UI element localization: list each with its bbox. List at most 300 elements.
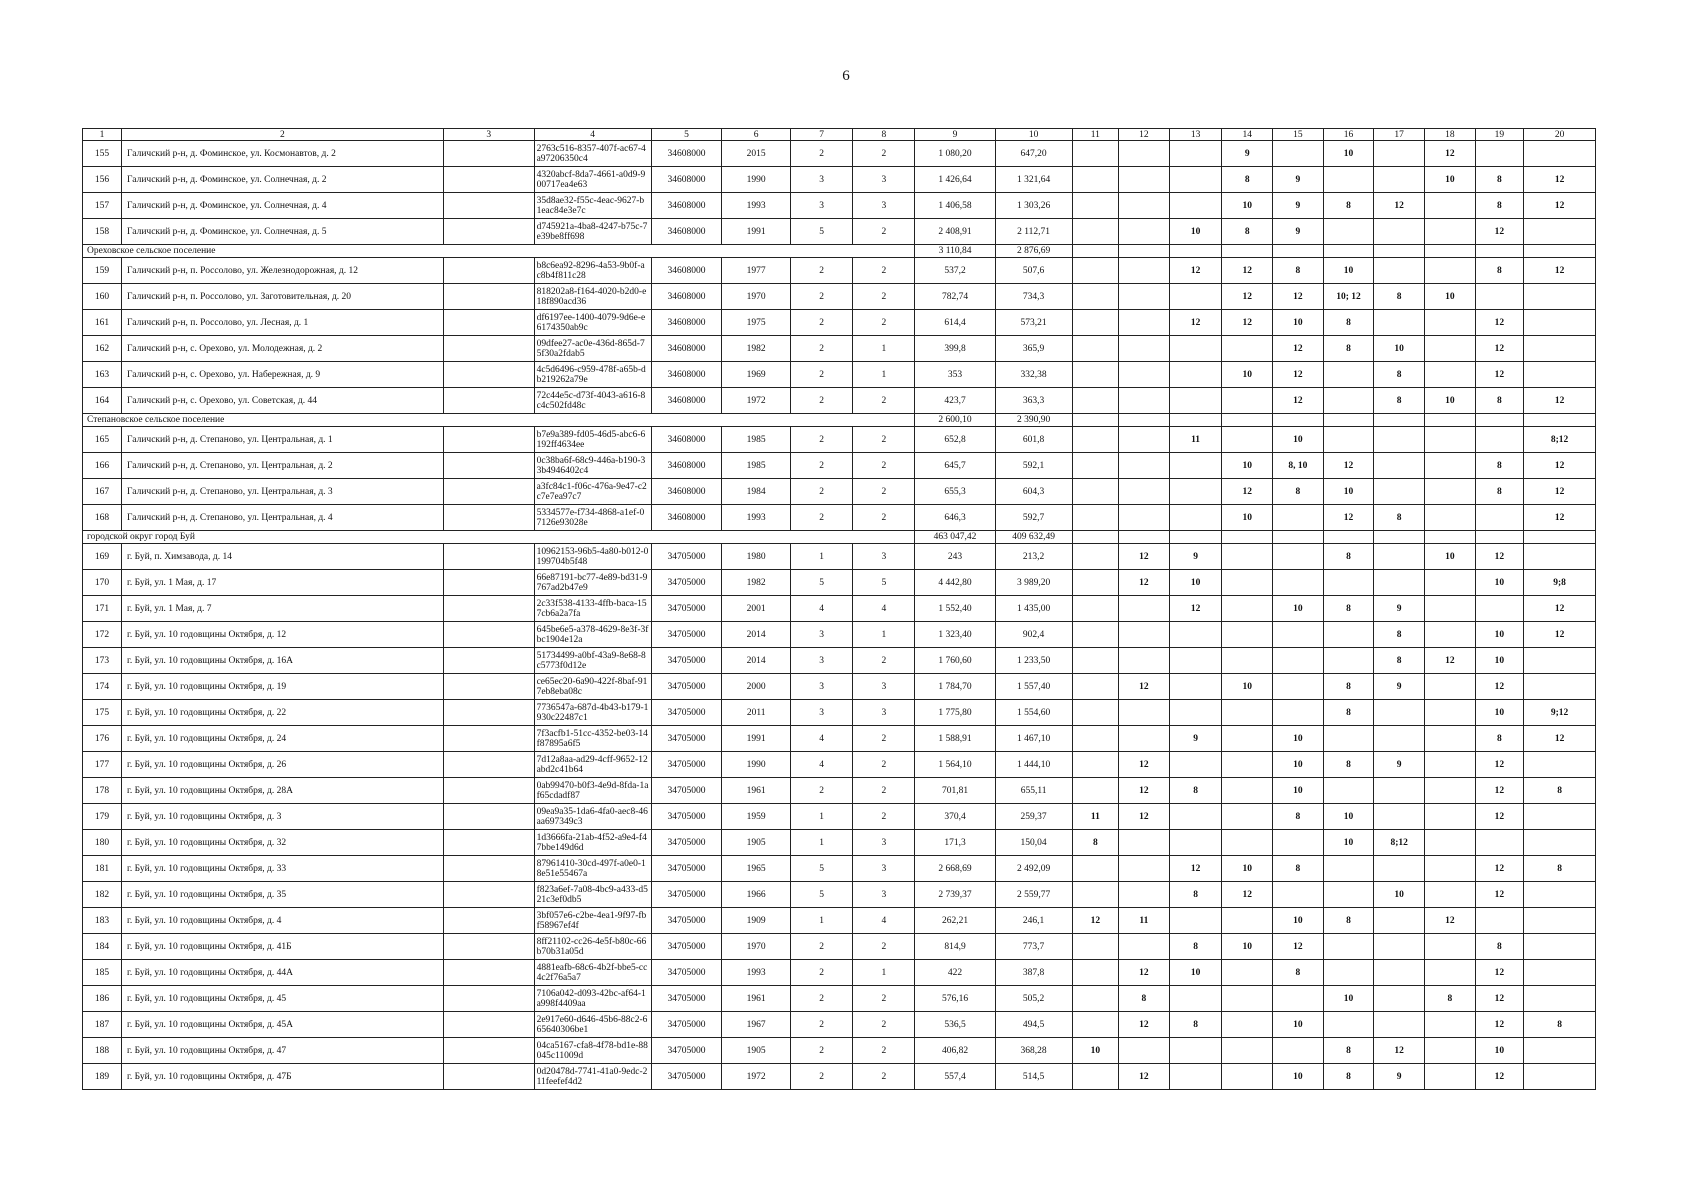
row-number: 169 [83, 544, 122, 570]
cell-col-15: 12 [1273, 336, 1324, 362]
cell-col-13 [1169, 986, 1222, 1012]
row-number: 184 [83, 934, 122, 960]
table-row [83, 544, 1596, 570]
cell-col-17: 12 [1374, 1038, 1425, 1064]
cell-col-16: 10; 12 [1323, 284, 1374, 310]
row-number: 185 [83, 960, 122, 986]
cell-col-3 [443, 648, 534, 674]
column-header: 18 [1425, 129, 1476, 141]
table-row [83, 856, 1596, 882]
cell-col-12: 12 [1119, 1012, 1170, 1038]
cell-col-13 [1169, 752, 1222, 778]
address-cell: г. Буй, ул. 10 годовщины Октября, д. 3 [122, 804, 444, 830]
address-cell: г. Буй, ул. 10 годовщины Октября, д. 45 [122, 986, 444, 1012]
house-guid-cell: 2763c516-8357-407f-ac67-4a97206350c4 [534, 141, 651, 167]
address-cell: г. Буй, ул. 10 годовщины Октября, д. 45А [122, 1012, 444, 1038]
row-number: 159 [83, 258, 122, 284]
cell-col-19 [1475, 284, 1524, 310]
table-body [83, 129, 1596, 1090]
cell-col-9: 652,8 [915, 427, 995, 453]
cell-col-7: 2 [790, 934, 852, 960]
cell-col-13 [1169, 479, 1222, 505]
empty-cell [1072, 531, 1118, 544]
table-row [83, 778, 1596, 804]
cell-col-17 [1374, 310, 1425, 336]
address-cell: Галичский р-н, с. Орехово, ул. Набережная, д. 9 [122, 362, 444, 388]
oktmo-cell: 34705000 [651, 934, 722, 960]
cell-col-8: 2 [853, 986, 915, 1012]
address-cell: Галичский р-н, п. Россолово, ул. Железнодорожная, д. 12 [122, 258, 444, 284]
cell-col-19: 8 [1475, 726, 1524, 752]
cell-col-19: 10 [1475, 570, 1524, 596]
empty-cell [1169, 531, 1222, 544]
empty-cell [1273, 531, 1324, 544]
cell-col-16: 8 [1323, 310, 1374, 336]
cell-col-17: 8 [1374, 388, 1425, 414]
cell-col-13: 8 [1169, 882, 1222, 908]
cell-col-20 [1524, 1038, 1596, 1064]
cell-col-10: 902,4 [995, 622, 1072, 648]
empty-cell [1072, 414, 1118, 427]
cell-col-14 [1222, 830, 1273, 856]
year-built-cell: 1970 [722, 934, 791, 960]
cell-col-10: 494,5 [995, 1012, 1072, 1038]
cell-col-9: 370,4 [915, 804, 995, 830]
cell-col-9: 1 784,70 [915, 674, 995, 700]
cell-col-14 [1222, 336, 1273, 362]
cell-col-8: 2 [853, 427, 915, 453]
oktmo-cell: 34705000 [651, 856, 722, 882]
cell-col-15 [1273, 570, 1324, 596]
cell-col-13: 12 [1169, 856, 1222, 882]
cell-col-16 [1323, 362, 1374, 388]
cell-col-16 [1323, 856, 1374, 882]
cell-col-3 [443, 284, 534, 310]
row-number: 166 [83, 453, 122, 479]
cell-col-13 [1169, 830, 1222, 856]
cell-col-19: 12 [1475, 544, 1524, 570]
cell-col-15: 9 [1273, 219, 1324, 245]
table-row [83, 388, 1596, 414]
table-row [83, 986, 1596, 1012]
cell-col-19: 12 [1475, 1012, 1524, 1038]
cell-col-19 [1475, 141, 1524, 167]
table-row [83, 830, 1596, 856]
cell-col-11 [1072, 427, 1118, 453]
cell-col-19: 8 [1475, 167, 1524, 193]
cell-col-3 [443, 622, 534, 648]
cell-col-11 [1072, 479, 1118, 505]
cell-col-11: 10 [1072, 1038, 1118, 1064]
cell-col-20: 12 [1524, 388, 1596, 414]
cell-col-10: 601,8 [995, 427, 1072, 453]
cell-col-10: 773,7 [995, 934, 1072, 960]
cell-col-15: 8 [1273, 856, 1324, 882]
cell-col-7: 2 [790, 336, 852, 362]
cell-col-10: 2 112,71 [995, 219, 1072, 245]
cell-col-3 [443, 1064, 534, 1090]
oktmo-cell: 34705000 [651, 596, 722, 622]
cell-col-8: 2 [853, 388, 915, 414]
cell-col-12: 12 [1119, 752, 1170, 778]
cell-col-16: 8 [1323, 544, 1374, 570]
cell-col-12 [1119, 830, 1170, 856]
column-header: 19 [1475, 129, 1524, 141]
column-header: 14 [1222, 129, 1273, 141]
cell-col-13 [1169, 505, 1222, 531]
oktmo-cell: 34705000 [651, 778, 722, 804]
cell-col-15: 10 [1273, 310, 1324, 336]
cell-col-18 [1425, 960, 1476, 986]
table-row [83, 882, 1596, 908]
house-guid-cell: ce65ec20-6a90-422f-8baf-917eb8eba08c [534, 674, 651, 700]
cell-col-18 [1425, 700, 1476, 726]
cell-col-19: 12 [1475, 882, 1524, 908]
cell-col-16 [1323, 934, 1374, 960]
empty-cell [1425, 245, 1476, 258]
cell-col-13 [1169, 336, 1222, 362]
cell-col-20 [1524, 284, 1596, 310]
cell-col-8: 3 [853, 544, 915, 570]
cell-col-10: 604,3 [995, 479, 1072, 505]
oktmo-cell: 34705000 [651, 986, 722, 1012]
address-cell: г. Буй, ул. 10 годовщины Октября, д. 33 [122, 856, 444, 882]
cell-col-19: 12 [1475, 336, 1524, 362]
cell-col-17: 12 [1374, 193, 1425, 219]
cell-col-10: 368,28 [995, 1038, 1072, 1064]
row-number: 160 [83, 284, 122, 310]
year-built-cell: 1961 [722, 986, 791, 1012]
cell-col-3 [443, 804, 534, 830]
cell-col-9: 1 588,91 [915, 726, 995, 752]
cell-col-12: 12 [1119, 960, 1170, 986]
year-built-cell: 1977 [722, 258, 791, 284]
cell-col-14 [1222, 960, 1273, 986]
empty-cell [1475, 414, 1524, 427]
cell-col-13 [1169, 674, 1222, 700]
cell-col-10: 1 444,10 [995, 752, 1072, 778]
column-header: 20 [1524, 129, 1596, 141]
cell-col-14: 10 [1222, 362, 1273, 388]
cell-col-15: 12 [1273, 934, 1324, 960]
address-cell: Галичский р-н, с. Орехово, ул. Советская, д. 44 [122, 388, 444, 414]
group-total-living-area: 409 632,49 [995, 531, 1072, 544]
cell-col-14: 10 [1222, 453, 1273, 479]
cell-col-3 [443, 700, 534, 726]
cell-col-15: 9 [1273, 193, 1324, 219]
oktmo-cell: 34705000 [651, 622, 722, 648]
cell-col-16: 8 [1323, 752, 1374, 778]
cell-col-10: 3 989,20 [995, 570, 1072, 596]
group-header-row [83, 531, 1596, 544]
cell-col-7: 2 [790, 388, 852, 414]
cell-col-3 [443, 986, 534, 1012]
table-row [83, 960, 1596, 986]
cell-col-14: 12 [1222, 479, 1273, 505]
cell-col-18 [1425, 336, 1476, 362]
oktmo-cell: 34608000 [651, 388, 722, 414]
cell-col-14: 10 [1222, 674, 1273, 700]
cell-col-18: 12 [1425, 141, 1476, 167]
cell-col-19: 12 [1475, 674, 1524, 700]
cell-col-7: 1 [790, 908, 852, 934]
year-built-cell: 1993 [722, 193, 791, 219]
cell-col-15: 10 [1273, 1012, 1324, 1038]
cell-col-10: 1 321,64 [995, 167, 1072, 193]
cell-col-16 [1323, 570, 1374, 596]
cell-col-17 [1374, 427, 1425, 453]
oktmo-cell: 34705000 [651, 726, 722, 752]
column-header: 6 [722, 129, 791, 141]
cell-col-14 [1222, 804, 1273, 830]
cell-col-9: 406,82 [915, 1038, 995, 1064]
cell-col-17 [1374, 804, 1425, 830]
empty-cell [1119, 414, 1170, 427]
cell-col-12 [1119, 219, 1170, 245]
cell-col-7: 2 [790, 778, 852, 804]
cell-col-10: 365,9 [995, 336, 1072, 362]
cell-col-17: 8;12 [1374, 830, 1425, 856]
house-guid-cell: 09dfee27-ac0e-436d-865d-75f30a2fdab5 [534, 336, 651, 362]
cell-col-3 [443, 856, 534, 882]
address-cell: Галичский р-н, д. Фоминское, ул. Солнечная, д. 5 [122, 219, 444, 245]
cell-col-11 [1072, 596, 1118, 622]
cell-col-12 [1119, 882, 1170, 908]
empty-cell [1119, 531, 1170, 544]
cell-col-16 [1323, 219, 1374, 245]
cell-col-8: 4 [853, 908, 915, 934]
house-guid-cell: 3bf057e6-c2be-4ea1-9f97-fbf58967ef4f [534, 908, 651, 934]
cell-col-10: 246,1 [995, 908, 1072, 934]
cell-col-9: 557,4 [915, 1064, 995, 1090]
cell-col-14 [1222, 1038, 1273, 1064]
house-guid-cell: 66e87191-bc77-4e89-bd31-9767ad2b47e9 [534, 570, 651, 596]
cell-col-19 [1475, 427, 1524, 453]
table-row [83, 1038, 1596, 1064]
cell-col-18 [1425, 427, 1476, 453]
cell-col-19: 12 [1475, 362, 1524, 388]
cell-col-20 [1524, 908, 1596, 934]
table-row [83, 622, 1596, 648]
cell-col-13: 12 [1169, 596, 1222, 622]
address-cell: г. Буй, ул. 1 Мая, д. 7 [122, 596, 444, 622]
cell-col-17: 8 [1374, 362, 1425, 388]
cell-col-9: 1 323,40 [915, 622, 995, 648]
cell-col-8: 2 [853, 453, 915, 479]
cell-col-3 [443, 778, 534, 804]
cell-col-12 [1119, 388, 1170, 414]
cell-col-7: 2 [790, 453, 852, 479]
cell-col-10: 1 554,60 [995, 700, 1072, 726]
cell-col-11 [1072, 167, 1118, 193]
cell-col-18 [1425, 453, 1476, 479]
oktmo-cell: 34608000 [651, 284, 722, 310]
cell-col-7: 3 [790, 700, 852, 726]
column-header: 4 [534, 129, 651, 141]
address-cell: г. Буй, ул. 10 годовщины Октября, д. 41Б [122, 934, 444, 960]
cell-col-17 [1374, 726, 1425, 752]
cell-col-17 [1374, 544, 1425, 570]
cell-col-13 [1169, 193, 1222, 219]
cell-col-9: 2 739,37 [915, 882, 995, 908]
address-cell: Галичский р-н, д. Фоминское, ул. Солнечная, д. 4 [122, 193, 444, 219]
empty-cell [1119, 245, 1170, 258]
cell-col-15: 8 [1273, 479, 1324, 505]
year-built-cell: 1982 [722, 570, 791, 596]
table-row [83, 505, 1596, 531]
table-row [83, 284, 1596, 310]
cell-col-15: 10 [1273, 726, 1324, 752]
cell-col-3 [443, 752, 534, 778]
cell-col-15: 10 [1273, 596, 1324, 622]
cell-col-11 [1072, 986, 1118, 1012]
cell-col-7: 3 [790, 648, 852, 674]
cell-col-8: 2 [853, 726, 915, 752]
cell-col-14: 12 [1222, 258, 1273, 284]
row-number: 178 [83, 778, 122, 804]
cell-col-3 [443, 674, 534, 700]
row-number: 182 [83, 882, 122, 908]
cell-col-13: 11 [1169, 427, 1222, 453]
year-built-cell: 1984 [722, 479, 791, 505]
address-cell: г. Буй, ул. 10 годовщины Октября, д. 32 [122, 830, 444, 856]
year-built-cell: 1985 [722, 453, 791, 479]
cell-col-12 [1119, 648, 1170, 674]
column-header: 7 [790, 129, 852, 141]
cell-col-13: 10 [1169, 570, 1222, 596]
cell-col-8: 3 [853, 193, 915, 219]
cell-col-11 [1072, 310, 1118, 336]
oktmo-cell: 34705000 [651, 882, 722, 908]
cell-col-18 [1425, 752, 1476, 778]
cell-col-3 [443, 1012, 534, 1038]
cell-col-18 [1425, 362, 1476, 388]
cell-col-16 [1323, 167, 1374, 193]
cell-col-7: 2 [790, 1038, 852, 1064]
empty-cell [1273, 414, 1324, 427]
house-guid-cell: 09ea9a35-1da6-4fa0-aec8-46aa697349c3 [534, 804, 651, 830]
cell-col-15: 10 [1273, 908, 1324, 934]
cell-col-8: 1 [853, 336, 915, 362]
row-number: 168 [83, 505, 122, 531]
cell-col-3 [443, 570, 534, 596]
cell-col-7: 5 [790, 856, 852, 882]
address-cell: Галичский р-н, п. Россолово, ул. Заготовительная, д. 20 [122, 284, 444, 310]
year-built-cell: 1909 [722, 908, 791, 934]
empty-cell [1169, 414, 1222, 427]
year-built-cell: 1985 [722, 427, 791, 453]
cell-col-17 [1374, 479, 1425, 505]
cell-col-7: 3 [790, 622, 852, 648]
year-built-cell: 1990 [722, 752, 791, 778]
cell-col-18 [1425, 726, 1476, 752]
column-header: 2 [122, 129, 444, 141]
cell-col-15 [1273, 986, 1324, 1012]
empty-cell [1524, 531, 1596, 544]
cell-col-19: 8 [1475, 934, 1524, 960]
cell-col-7: 2 [790, 479, 852, 505]
year-built-cell: 2014 [722, 648, 791, 674]
cell-col-11 [1072, 388, 1118, 414]
cell-col-20: 9;8 [1524, 570, 1596, 596]
cell-col-15: 12 [1273, 388, 1324, 414]
address-cell: Галичский р-н, д. Степаново, ул. Центральная, д. 2 [122, 453, 444, 479]
cell-col-11 [1072, 544, 1118, 570]
cell-col-7: 3 [790, 167, 852, 193]
cell-col-11 [1072, 1012, 1118, 1038]
cell-col-18 [1425, 505, 1476, 531]
cell-col-14: 8 [1222, 219, 1273, 245]
house-guid-cell: 7106a042-d093-42bc-af64-1a998f4409aa [534, 986, 651, 1012]
cell-col-12: 12 [1119, 544, 1170, 570]
column-header: 13 [1169, 129, 1222, 141]
cell-col-8: 2 [853, 219, 915, 245]
row-number: 188 [83, 1038, 122, 1064]
cell-col-9: 655,3 [915, 479, 995, 505]
group-name: городской округ город Буй [83, 531, 915, 544]
cell-col-13 [1169, 1038, 1222, 1064]
cell-col-7: 1 [790, 830, 852, 856]
cell-col-3 [443, 882, 534, 908]
house-guid-cell: a3fc84c1-f06c-476a-9e47-c2c7e7ea97c7 [534, 479, 651, 505]
address-cell: г. Буй, ул. 10 годовщины Октября, д. 16А [122, 648, 444, 674]
house-guid-cell: b8c6ea92-8296-4a53-9b0f-ac8b4f811c28 [534, 258, 651, 284]
address-cell: Галичский р-н, д. Степаново, ул. Центральная, д. 1 [122, 427, 444, 453]
cell-col-14 [1222, 544, 1273, 570]
cell-col-15: 12 [1273, 284, 1324, 310]
cell-col-11 [1072, 336, 1118, 362]
cell-col-16: 12 [1323, 453, 1374, 479]
row-number: 161 [83, 310, 122, 336]
cell-col-8: 1 [853, 960, 915, 986]
cell-col-20: 12 [1524, 258, 1596, 284]
cell-col-17: 10 [1374, 882, 1425, 908]
row-number: 170 [83, 570, 122, 596]
cell-col-11 [1072, 960, 1118, 986]
oktmo-cell: 34608000 [651, 479, 722, 505]
cell-col-17: 8 [1374, 622, 1425, 648]
cell-col-15: 10 [1273, 427, 1324, 453]
cell-col-17 [1374, 570, 1425, 596]
empty-cell [1323, 531, 1374, 544]
cell-col-15 [1273, 622, 1324, 648]
cell-col-10: 1 303,26 [995, 193, 1072, 219]
row-number: 158 [83, 219, 122, 245]
cell-col-13: 8 [1169, 1012, 1222, 1038]
cell-col-15 [1273, 1038, 1324, 1064]
row-number: 163 [83, 362, 122, 388]
cell-col-18 [1425, 1012, 1476, 1038]
cell-col-18: 10 [1425, 284, 1476, 310]
year-built-cell: 1972 [722, 1064, 791, 1090]
cell-col-12 [1119, 453, 1170, 479]
cell-col-3 [443, 258, 534, 284]
cell-col-17 [1374, 141, 1425, 167]
cell-col-16: 8 [1323, 674, 1374, 700]
cell-col-13: 9 [1169, 544, 1222, 570]
cell-col-14 [1222, 570, 1273, 596]
cell-col-3 [443, 310, 534, 336]
cell-col-17: 9 [1374, 752, 1425, 778]
row-number: 167 [83, 479, 122, 505]
cell-col-7: 1 [790, 804, 852, 830]
cell-col-7: 4 [790, 596, 852, 622]
cell-col-13 [1169, 622, 1222, 648]
cell-col-3 [443, 141, 534, 167]
cell-col-18 [1425, 830, 1476, 856]
cell-col-10: 592,7 [995, 505, 1072, 531]
column-header: 17 [1374, 129, 1425, 141]
